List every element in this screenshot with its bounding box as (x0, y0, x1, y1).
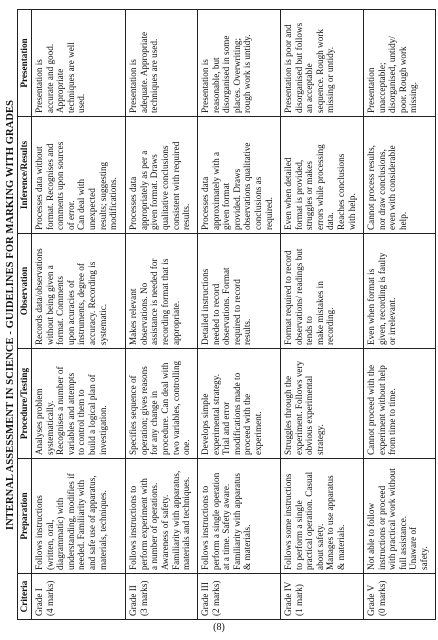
table-row (32, 10, 126, 620)
preparation-text-line: Not able to follow (366, 502, 377, 570)
cell-presentation (32, 10, 126, 117)
preparation-text-line: materials and techniques. (181, 476, 192, 570)
inference-text-line: Can deal with (76, 178, 87, 230)
procedure-text-line: Trial and error (221, 401, 232, 455)
inference-text-line: provided. Draws (231, 168, 242, 230)
procedure-text-line: for any change in (149, 390, 160, 455)
criteria-text-line: (2 marks) (210, 580, 221, 616)
presentation-text-line: Presentation is (34, 59, 44, 113)
inference-text-line: Processes data without (34, 146, 44, 230)
presentation-text-line: Presentation (366, 67, 377, 113)
cell-observation (198, 234, 281, 349)
inference-text-line: Processes data (200, 176, 211, 230)
cell-procedure (126, 349, 198, 459)
presentation-text-line: adequate. Appropriate (138, 31, 149, 113)
inference-text-line: data. (325, 212, 336, 230)
presentation-text-line: disorganised but follows (293, 22, 304, 113)
procedure-text-line: Cannot proceed with the (366, 364, 377, 455)
criteria-text-line: Grade I (34, 588, 44, 616)
procedure-text-line: variables and attempts (65, 372, 76, 455)
criteria-text-line: (3 marks) (138, 580, 149, 616)
observation-text-line: needed to record (210, 283, 221, 345)
preparation-text-line: Follows instructions to (200, 485, 211, 570)
observation-text-line: observations/ readings but (293, 248, 304, 345)
observation-text-line: results. (242, 318, 253, 345)
header-criteria: Criteria (18, 574, 32, 620)
cell-inference (281, 117, 364, 234)
presentation-text-line: Presentation is (200, 59, 211, 113)
inference-text-line: unexpected (86, 188, 97, 230)
cell-observation (32, 234, 126, 349)
preparation-text-line: safety. (419, 546, 430, 570)
cell-inference (364, 117, 436, 234)
procedure-text-line: modifications made to (231, 372, 242, 455)
procedure-text-line: two variables, controlling (170, 360, 181, 455)
cell-preparation (126, 459, 198, 574)
table-row (281, 10, 364, 620)
presentation-text-line: an acceptable (304, 63, 315, 113)
cell-procedure (198, 349, 281, 459)
inference-text-line: Even when detailed (283, 157, 294, 230)
inference-text-line: Reaches conclusions (336, 153, 347, 230)
inference-text-line: qualitative conclusions (159, 145, 170, 230)
preparation-text-line: Manages to use apparatus (325, 475, 336, 570)
presentation-text-line: sequence. Rough work (314, 29, 325, 113)
inference-text-line: results. (181, 203, 192, 230)
presentation-text-line: Appropriate (55, 68, 66, 113)
procedure-text-line: experiment without help (376, 365, 387, 455)
presentation-text-line: Presentation is poor and (283, 24, 294, 113)
presentation-text-line: Presentation is (128, 59, 139, 113)
procedure-text-line: systematically. (44, 400, 55, 455)
table-row (126, 10, 198, 620)
presentation-text-line: techniques are well (65, 42, 76, 113)
cell-procedure (364, 349, 436, 459)
preparation-text-line: with practical work without (387, 468, 398, 570)
inference-text-line: results; suggesting (97, 161, 108, 230)
observation-text-line: Detailed instructions (200, 268, 211, 345)
observation-text-line: assistance is needed for (149, 258, 160, 345)
preparation-text-line: materials, techniques. (97, 490, 108, 570)
procedure-text-line: one. (181, 439, 192, 455)
cell-preparation (32, 459, 126, 574)
procedure-text-line: obvious experimental (304, 375, 315, 455)
preparation-text-line: Familiarity with apparatus (231, 473, 242, 570)
preparation-text-line: about safety. (314, 523, 325, 570)
cell-inference (198, 117, 281, 234)
presentation-text-line: rough work is untidy. (242, 34, 253, 113)
procedure-text-line: investigation. (97, 405, 108, 455)
observation-text-line: recording. (325, 307, 336, 345)
observation-text-line: upon acuracies of (65, 280, 76, 345)
inference-text-line: Processes data (128, 176, 139, 230)
presentation-text-line: poor. Rough work (397, 46, 408, 113)
preparation-text-line: practical operation. Casual (304, 471, 315, 570)
procedure-text-line: experimental strategy. (210, 373, 221, 455)
observation-text-line: Format required to record (283, 250, 294, 345)
procedure-text-line: strategy. (314, 424, 325, 455)
observation-text-line: recording format that is (159, 258, 170, 345)
presentation-text-line: missing or untidy. (325, 46, 336, 113)
cell-observation (364, 234, 436, 349)
inference-text-line: of error. (65, 200, 76, 230)
inference-text-line: errors while processing (314, 144, 325, 230)
cell-inference (126, 117, 198, 234)
cell-preparation (281, 459, 364, 574)
observation-text-line: tends to (304, 316, 315, 345)
criteria-text-line: Grade II (128, 585, 139, 616)
header-preparation: Preparation (18, 459, 32, 574)
criteria-text-line: (4 marks) (44, 580, 55, 616)
cell-presentation (364, 10, 436, 117)
header-presentation: Presentation (18, 10, 32, 117)
observation-text-line: required to record (231, 279, 242, 345)
preparation-text-line: Follows instructions (34, 495, 44, 570)
presentation-text-line: disorganised, untidy/ (387, 36, 398, 113)
cell-procedure (281, 349, 364, 459)
cell-criteria (32, 574, 126, 620)
observation-text-line: given, recording is faulty (376, 252, 387, 345)
header-observation: Observation (18, 234, 32, 349)
table-body (32, 10, 436, 620)
inference-text-line: help. (397, 211, 408, 230)
inference-text-line: modifications. (108, 177, 119, 230)
procedure-text-line: procedure. Can deal with (159, 362, 170, 455)
procedure-text-line: operation; gives reasons (138, 366, 149, 455)
rotated-landscape-content (4, 10, 436, 620)
presentation-text-line: techniques are used. (149, 38, 160, 113)
observation-text-line: appropriate. (170, 300, 181, 345)
preparation-text-line: Unaware of (408, 526, 419, 570)
preparation-text-line: understanding, modifies if (65, 473, 76, 570)
cell-observation (126, 234, 198, 349)
cell-criteria (281, 574, 364, 620)
table-row (364, 10, 436, 620)
preparation-text-line: needed. Familiarity with (76, 479, 87, 570)
criteria-text-line: Grade IV (283, 581, 294, 616)
observation-text-line: make mistakes in (314, 281, 325, 345)
preparation-text-line: Familiarity with apparatus, (170, 470, 181, 570)
marking-grades-table (17, 9, 436, 620)
criteria-text-line: Grade III (200, 582, 211, 616)
inference-text-line: format. Recognises and (44, 143, 55, 230)
criteria-text-line: (1 mark) (293, 584, 304, 616)
presentation-text-line: places. Overwriting; (231, 37, 242, 113)
cell-preparation (198, 459, 281, 574)
observation-text-line: without being given a (44, 265, 55, 345)
criteria-text-line: Grade V (366, 584, 377, 616)
procedure-text-line: experiment. Follows very (293, 360, 304, 455)
cell-procedure (32, 349, 126, 459)
observation-text-line: instruments, degree of (76, 263, 87, 345)
procedure-text-line: build a logical plan of (86, 374, 97, 455)
cell-presentation (198, 10, 281, 117)
observation-text-line: or irrelevant. (387, 297, 398, 345)
procedure-text-line: from time to time. (387, 388, 398, 455)
inference-text-line: format is provided, (293, 159, 304, 230)
procedure-text-line: to control them to (76, 389, 87, 455)
inference-text-line: Cannot process results, (366, 145, 377, 230)
presentation-text-line: reasonable, but (210, 57, 221, 113)
procedure-text-line: experiment. (253, 411, 263, 455)
inference-text-line: observations qualitative (242, 142, 253, 230)
preparation-text-line: to perform a single (293, 500, 304, 570)
cell-preparation (364, 459, 436, 574)
inference-text-line: conclusions as (253, 176, 263, 230)
table-row (198, 10, 281, 620)
page-number: (8) (213, 622, 225, 633)
observation-text-line: Even when format is (366, 268, 377, 345)
observation-text-line: observations. Format (221, 267, 232, 345)
preparation-text-line: instructions or proceed (376, 485, 387, 570)
preparation-text-line: perform a single operation (210, 472, 221, 570)
preparation-text-line: full assistance. (397, 515, 408, 570)
presentation-text-line: missing. (408, 82, 419, 113)
inference-text-line: required. (263, 197, 274, 230)
inference-text-line: given format (221, 182, 232, 230)
presentation-text-line: unacceptable; (376, 62, 387, 113)
cell-criteria (198, 574, 281, 620)
observation-text-line: Makes relevant (128, 288, 139, 345)
criteria-text-line: (0 marks) (376, 580, 387, 616)
observation-text-line: Records data/observations (34, 248, 44, 345)
cell-criteria (364, 574, 436, 620)
observation-text-line: systematic. (97, 303, 108, 345)
document-title: INTERNAL ASSESSMENT IN SCIENCE - GUIDELINES FOR MARKING WITH GRADES (5, 99, 16, 531)
preparation-text-line: & materials. (242, 524, 253, 570)
preparation-text-line: a number of operations. (149, 482, 160, 570)
preparation-text-line: diagrammatic) with (55, 497, 66, 570)
cell-criteria (126, 574, 198, 620)
procedure-text-line: Analyses problem (34, 388, 44, 455)
cell-inference (32, 117, 126, 234)
procedure-text-line: proceed with the (242, 393, 253, 455)
inference-text-line: given format. Draws (149, 154, 160, 230)
preparation-text-line: at a time. Safety aware. (221, 483, 232, 570)
preparation-text-line: Awareness of safety. (159, 494, 170, 570)
inference-text-line: struggles or makes (304, 161, 315, 230)
preparation-text-line: Follows some instructions (283, 473, 294, 570)
inference-text-line: nor draw conclusions, (376, 149, 387, 230)
procedure-text-line: Specifies sequence of (128, 375, 139, 455)
table-header-row (18, 10, 32, 620)
cell-presentation (126, 10, 198, 117)
header-inference-results: Inference/Results (18, 117, 32, 234)
inference-text-line: with help. (346, 193, 357, 230)
cell-presentation (281, 10, 364, 117)
presentation-text-line: used. (76, 93, 87, 113)
preparation-text-line: perform experiment with (138, 478, 149, 570)
preparation-text-line: Follows instructions to (128, 485, 139, 570)
inference-text-line: comments upon sources (55, 141, 66, 230)
preparation-text-line: (written, oral, (44, 519, 55, 570)
observation-text-line: accuracy. Recording is (86, 261, 97, 345)
inference-text-line: even with considerable (387, 145, 398, 230)
presentation-text-line: accurate and good. (44, 43, 55, 113)
procedure-text-line: Recognises a number of (55, 366, 66, 455)
preparation-text-line: & materials. (336, 524, 347, 570)
observation-text-line: observations. No (138, 282, 149, 345)
presentation-text-line: disorganised in some (221, 35, 232, 113)
cell-observation (281, 234, 364, 349)
observation-text-line: format. Comments (55, 276, 66, 345)
inference-text-line: approximately with a (210, 151, 221, 230)
header-procedure-testing: Procedure/Testing (18, 349, 32, 459)
procedure-text-line: Struggles through the (283, 375, 294, 455)
inference-text-line: appropriately as per a (138, 150, 149, 230)
preparation-text-line: and safe use of apparatus, (86, 475, 97, 570)
procedure-text-line: Develops simple (200, 393, 211, 455)
inference-text-line: consistent with required (170, 141, 181, 230)
